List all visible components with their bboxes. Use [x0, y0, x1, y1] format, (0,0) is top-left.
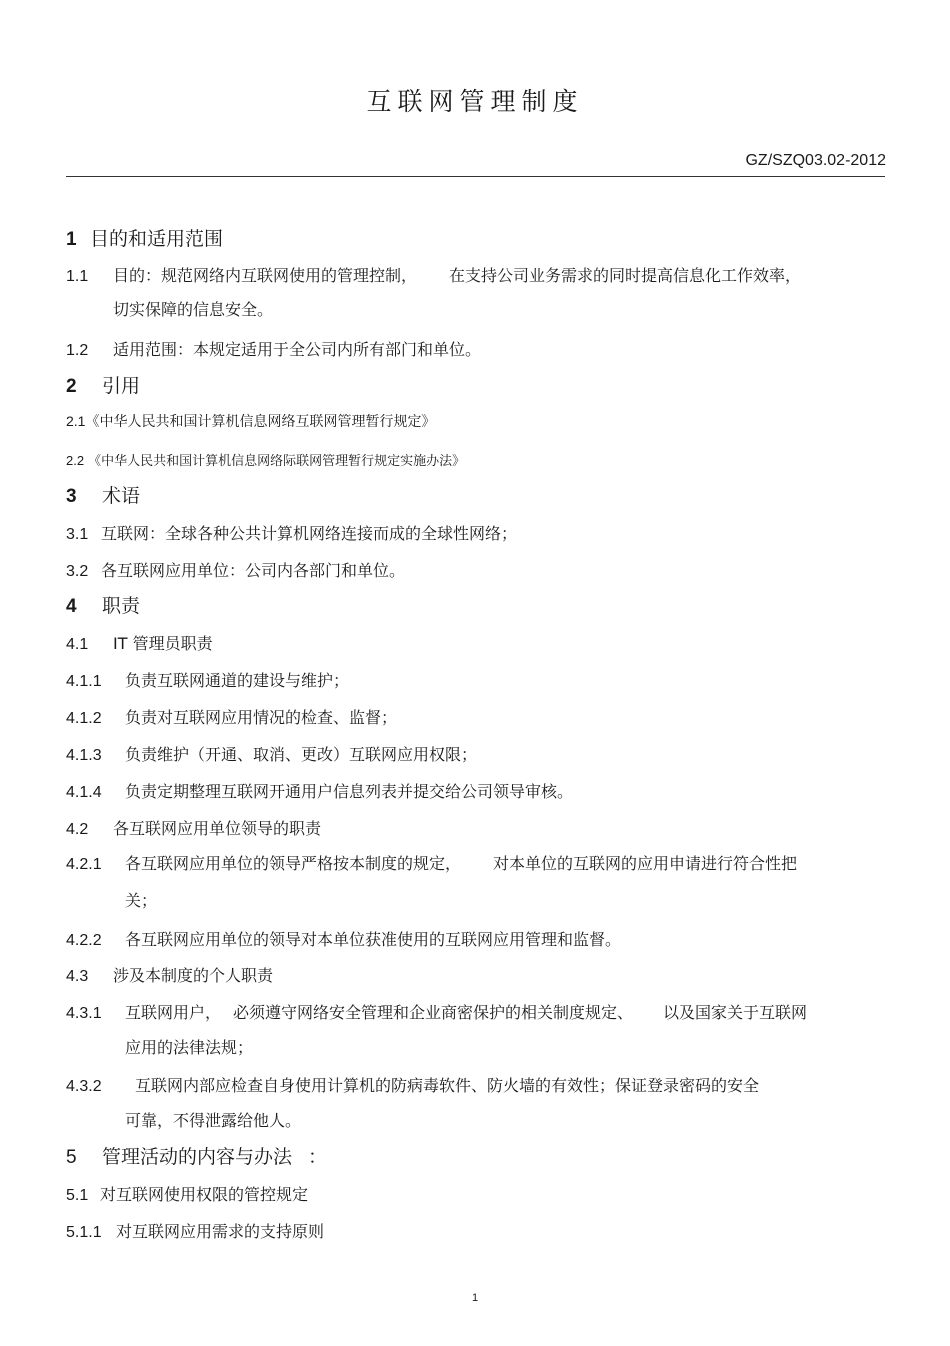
- clause-text-continued: 对本单位的互联网的应用申请进行符合性把: [493, 854, 798, 873]
- document-title: 互联网管理制度: [366, 87, 584, 116]
- clause-4-2-2: [66, 927, 621, 950]
- clause-text: 负责互联网通道的建设与维护；: [125, 671, 350, 690]
- clause-number: 4.2: [66, 821, 89, 838]
- clause-number: 5.1.1: [66, 1224, 102, 1241]
- clause-text: 目的：规范网络内互联网使用的管理控制，: [113, 266, 418, 285]
- clause-number: 4.1.1: [66, 673, 102, 690]
- section-title: 职责: [102, 595, 141, 617]
- clause-number: 4.1.3: [66, 747, 102, 764]
- section-number: 3: [66, 486, 77, 507]
- clause-4-1-1: [66, 668, 349, 691]
- clause-text-continued: 必须遵守网络安全管理和企业商密保护的相关制度规定、: [233, 1003, 634, 1022]
- clause-number: 4.3: [66, 968, 89, 985]
- clause-text: 各互联网应用单位领导的职责: [113, 819, 322, 838]
- clause-4-3-1-line1: [66, 1000, 807, 1023]
- clause-text: 对互联网使用权限的管控规定: [100, 1185, 309, 1204]
- clause-text: 涉及本制度的个人职责: [113, 966, 274, 985]
- clause-4-3: [66, 963, 273, 986]
- clause-text: 对互联网应用需求的支持原则: [116, 1222, 325, 1241]
- clause-3-1: [66, 521, 517, 544]
- section-heading-2: [66, 371, 140, 398]
- section-number: 2: [66, 376, 77, 397]
- clause-number: 2.2: [66, 453, 85, 468]
- clause-text: 互联网用户，: [125, 1003, 222, 1022]
- clause-text: 负责定期整理互联网开通用户信息列表并提交给公司领导审核。: [125, 782, 574, 801]
- header-divider: [66, 176, 885, 177]
- clause-5-1: [66, 1182, 308, 1205]
- clause-1-2: [66, 337, 481, 360]
- section-title: 管理活动的内容与办法: [102, 1146, 293, 1168]
- clause-1-1-line2: 切实保障的信息安全。: [113, 300, 274, 319]
- section-title: 术语: [102, 485, 141, 507]
- clause-number: 4.3.1: [66, 1005, 102, 1022]
- clause-3-2: [66, 558, 405, 581]
- clause-number: 4.1.2: [66, 710, 102, 727]
- section-number: 5: [66, 1147, 77, 1168]
- clause-text: IT 管理员职责: [113, 634, 213, 653]
- reference-2-2: [66, 450, 465, 469]
- clause-1-1-line1: [66, 263, 801, 286]
- section-title: 目的和适用范围: [90, 228, 224, 250]
- clause-number: 4.1: [66, 636, 89, 653]
- section-number: 1: [66, 229, 77, 250]
- clause-text: 各互联网应用单位：公司内各部门和单位。: [101, 561, 406, 580]
- section-heading-1: [66, 224, 223, 251]
- clause-text: 各互联网应用单位的领导对本单位获准使用的互联网应用管理和监督。: [125, 930, 622, 949]
- clause-4-3-2-line2: 可靠，不得泄露给他人。: [125, 1111, 302, 1130]
- clause-4-3-2-line1: [66, 1073, 759, 1096]
- clause-4-1: [66, 631, 213, 654]
- clause-number: 4.3.2: [66, 1078, 102, 1095]
- clause-number: 1.1: [66, 268, 89, 285]
- clause-4-1-4: [66, 779, 573, 802]
- clause-4-2-1-line1: [66, 851, 797, 874]
- section-heading-3: [66, 481, 140, 508]
- clause-4-1-3: [66, 742, 477, 765]
- clause-number: 3.2: [66, 563, 89, 580]
- clause-5-1-1: [66, 1219, 324, 1242]
- clause-4-1-2: [66, 705, 397, 728]
- section-number: 4: [66, 596, 77, 617]
- clause-text: 负责维护（开通、取消、更改）互联网应用权限；: [125, 745, 478, 764]
- reference-2-1: [66, 411, 435, 431]
- section-heading-4: [66, 591, 140, 618]
- clause-text: 互联网内部应检查自身使用计算机的防病毒软件、防火墙的有效性；保证登录密码的安全: [135, 1076, 760, 1095]
- clause-text: 互联网：全球各种公共计算机网络连接而成的全球性网络；: [101, 524, 518, 543]
- page-number: 1: [471, 1292, 479, 1304]
- clause-text: 负责对互联网应用情况的检查、监督；: [125, 708, 398, 727]
- clause-number: 1.2: [66, 342, 89, 359]
- section-title-suffix: ：: [308, 1146, 328, 1168]
- reference-text: 《中华人民共和国计算机信息网络际联网管理暂行规定实施办法》: [88, 454, 466, 469]
- clause-text: 适用范围：本规定适用于全公司内所有部门和单位。: [113, 340, 482, 359]
- clause-4-3-1-line2: 应用的法律法规；: [125, 1038, 254, 1057]
- clause-number: 4.1.4: [66, 784, 102, 801]
- clause-4-2: [66, 816, 321, 839]
- clause-number: 4.2.2: [66, 932, 102, 949]
- clause-text-continued: 在支持公司业务需求的同时提高信息化工作效率，: [449, 266, 802, 285]
- clause-number: 5.1: [66, 1187, 89, 1204]
- clause-number: 2.1: [66, 413, 86, 429]
- clause-number: 4.2.1: [66, 856, 102, 873]
- clause-text-continued-2: 以及国家关于互联网: [663, 1003, 808, 1022]
- clause-number: 3.1: [66, 526, 89, 543]
- reference-text: 《中华人民共和国计算机信息网络互联网管理暂行规定》: [85, 414, 436, 430]
- section-heading-5: [66, 1142, 327, 1169]
- clause-4-2-1-line2: 关；: [125, 891, 158, 910]
- document-code: GZ/SZQ03.02-2012: [745, 152, 886, 169]
- clause-text: 各互联网应用单位的领导严格按本制度的规定，: [125, 854, 462, 873]
- section-title: 引用: [102, 375, 141, 397]
